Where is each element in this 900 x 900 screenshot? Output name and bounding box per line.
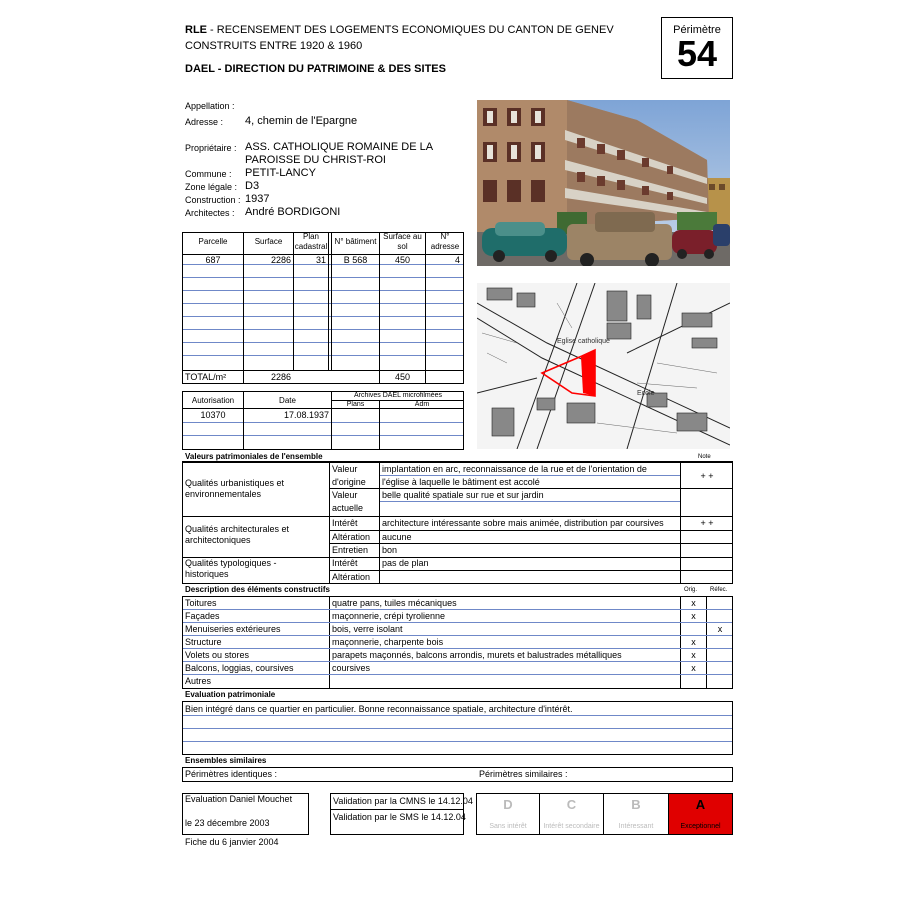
cell-surface: 2286 xyxy=(270,255,291,265)
arch-interet-label: Intérêt xyxy=(332,518,358,528)
col-header-archives: Archives DAEL microfilmées xyxy=(353,392,443,399)
urb-label: Qualités urbanistiques et environnementales xyxy=(185,478,285,499)
total-surface: 2286 xyxy=(270,372,291,382)
element-refec: x xyxy=(717,624,723,634)
rating-letter-d: D xyxy=(503,797,513,812)
note-label: Note xyxy=(698,454,711,460)
validation-sms: Validation par le SMS le 14.12.04 xyxy=(333,812,466,822)
element-value: coursives xyxy=(332,663,371,673)
col-header-surface-sol: Surface au sol xyxy=(383,232,422,251)
arch-interet-text: architecture intéressante sobre mais animée, distribution par coursives xyxy=(382,518,664,528)
typo-interet-label: Intérêt xyxy=(332,558,358,568)
adresse-value: 4, chemin de l'Epargne xyxy=(245,115,358,127)
architectes-label: Architectes : xyxy=(185,208,235,218)
rating-caption-a: Exceptionnel xyxy=(680,823,721,830)
adresse-label: Adresse : xyxy=(185,117,224,127)
elements-title: Description des éléments constructifs xyxy=(185,585,330,594)
element-value: bois, verre isolant xyxy=(332,624,403,634)
perimetre-box xyxy=(661,17,733,79)
perimetres-identiques: Périmètres identiques : xyxy=(185,769,278,779)
commune-value: PETIT-LANCY xyxy=(245,167,316,179)
building-footprint xyxy=(581,350,595,396)
appellation-label: Appellation : xyxy=(185,101,235,111)
rating-caption-b: Intéressant xyxy=(618,823,654,830)
element-orig: x xyxy=(691,598,696,608)
rating-letter-a: A xyxy=(695,797,706,812)
proprietaire-line2: PAROISSE DU CHRIST-ROI xyxy=(245,154,386,166)
arch-alteration-label: Altération xyxy=(332,532,371,542)
architectes-value: André BORDIGONI xyxy=(245,206,341,218)
element-value: maçonnerie, charpente bois xyxy=(332,637,444,647)
ensembles-title: Ensembles similaires xyxy=(185,756,267,765)
orig-label: Orig. xyxy=(684,587,698,593)
typo-alteration-label: Altération xyxy=(332,572,371,582)
rating-letter-c: C xyxy=(566,797,577,812)
col-header-surface: Surface xyxy=(254,237,283,246)
evaluation-text: Bien intégré dans ce quartier en particulier. Bonne reconnaissance spatiale, architecture d'intérêt. xyxy=(185,704,573,714)
element-orig: x xyxy=(691,663,696,673)
urb-v1-label2: d'origine xyxy=(332,477,366,487)
urb-v2-text: belle qualité spatiale sur rue et sur jardin xyxy=(382,490,544,500)
arch-alteration-text: aucune xyxy=(382,532,412,542)
rating-caption-d: Sans intérêt xyxy=(489,823,527,830)
element-label: Structure xyxy=(185,637,222,647)
cell-surface-sol: 450 xyxy=(394,255,411,265)
cell-adresse: 4 xyxy=(454,255,460,265)
element-value: maçonnerie, crépi tyrolienne xyxy=(332,611,446,621)
rle-text: - RECENSEMENT DES LOGEMENTS ECONOMIQUES DU CANTON DE GENEV xyxy=(207,24,614,36)
proprietaire-label: Propriétaire : xyxy=(185,143,237,153)
element-label: Menuiseries extérieures xyxy=(185,624,281,634)
urb-note: + + xyxy=(700,471,714,481)
element-label: Autres xyxy=(185,676,212,686)
col-header-plan: Plan cadastral xyxy=(294,232,328,251)
perimetres-similaires: Périmètres similaires : xyxy=(479,769,568,779)
cell-plan: 31 xyxy=(315,255,326,265)
arch-label: Qualités architecturales et architectoniques xyxy=(185,524,290,545)
total-sol: 450 xyxy=(394,372,411,382)
urb-v2-label1: Valeur xyxy=(332,490,358,500)
evaluation-author: Evaluation Daniel Mouchet xyxy=(185,794,293,804)
col-header-adm: Adm xyxy=(414,401,430,408)
urb-v1-label1: Valeur xyxy=(332,464,358,474)
zone-value: D3 xyxy=(245,180,260,192)
cell-date: 17.08.1937 xyxy=(283,410,329,420)
col-header-adresse: N° adresse xyxy=(430,232,460,251)
col-header-batiment: N° bâtiment xyxy=(334,237,377,246)
urb-v1-text2: l'église à laquelle le bâtiment est accolé xyxy=(382,477,540,487)
element-value: quatre pans, tuiles mécaniques xyxy=(332,598,457,608)
header-subtitle: CONSTRUITS ENTRE 1920 & 1960 xyxy=(185,40,363,52)
rating-caption-c: Intérêt secondaire xyxy=(543,823,600,830)
element-label: Volets ou stores xyxy=(185,650,250,660)
arch-note: + + xyxy=(700,518,714,528)
fiche-date: Fiche du 6 janvier 2004 xyxy=(185,837,279,847)
commune-label: Commune : xyxy=(185,169,232,179)
cell-batiment: B 568 xyxy=(343,255,368,265)
element-orig: x xyxy=(691,611,696,621)
header-title xyxy=(185,24,614,36)
col-header-date: Date xyxy=(279,396,296,405)
map-label-eglise: Eglise catholique xyxy=(557,338,610,345)
element-orig: x xyxy=(691,650,696,660)
refec-label: Réfec. xyxy=(710,587,728,593)
col-header-parcelle: Parcelle xyxy=(198,237,228,246)
urb-v1-text1: implantation en arc, reconnaissance de la rue et de l'orientation de xyxy=(382,464,647,474)
col-header-plans: Plans xyxy=(346,401,365,408)
element-label: Toitures xyxy=(185,598,217,608)
rle-acronym: RLE xyxy=(185,24,207,36)
element-label: Balcons, loggias, coursives xyxy=(185,663,294,673)
building-photo xyxy=(477,100,730,266)
map-label-ecole: Ecole xyxy=(637,390,655,397)
perimetre-label: Périmètre xyxy=(673,24,721,36)
cadastral-map xyxy=(477,283,730,449)
arch-entretien-text: bon xyxy=(382,545,398,555)
rating-letter-b: B xyxy=(631,797,641,812)
valeurs-title: Valeurs patrimoniales de l'ensemble xyxy=(185,452,323,461)
total-label: TOTAL/m² xyxy=(185,372,227,382)
evaluation-title: Evaluation patrimoniale xyxy=(185,690,276,699)
construction-value: 1937 xyxy=(245,193,270,205)
typo-interet-text: pas de plan xyxy=(382,558,429,568)
urb-v2-label2: actuelle xyxy=(332,503,364,513)
cell-parcelle: 687 xyxy=(205,255,221,265)
element-value: parapets maçonnés, balcons arrondis, murets et balustrades métalliques xyxy=(332,650,622,660)
cell-autorisation: 10370 xyxy=(200,410,226,420)
element-orig: x xyxy=(691,637,696,647)
validation-cmns: Validation par la CMNS le 14.12.04 xyxy=(333,796,473,806)
element-label: Façades xyxy=(185,611,220,621)
zone-label: Zone légale : xyxy=(185,182,238,192)
department-title: DAEL - DIRECTION DU PATRIMOINE & DES SITES xyxy=(185,63,446,75)
col-header-autorisation: Autorisation xyxy=(191,396,235,405)
construction-label: Construction : xyxy=(185,195,241,205)
arch-entretien-label: Entretien xyxy=(332,545,369,555)
typo-label: Qualités typologiques - historiques xyxy=(185,558,277,579)
perimetre-number: 54 xyxy=(676,33,718,74)
evaluation-date: le 23 décembre 2003 xyxy=(185,818,270,828)
proprietaire-line1: ASS. CATHOLIQUE ROMAINE DE LA xyxy=(245,141,434,153)
